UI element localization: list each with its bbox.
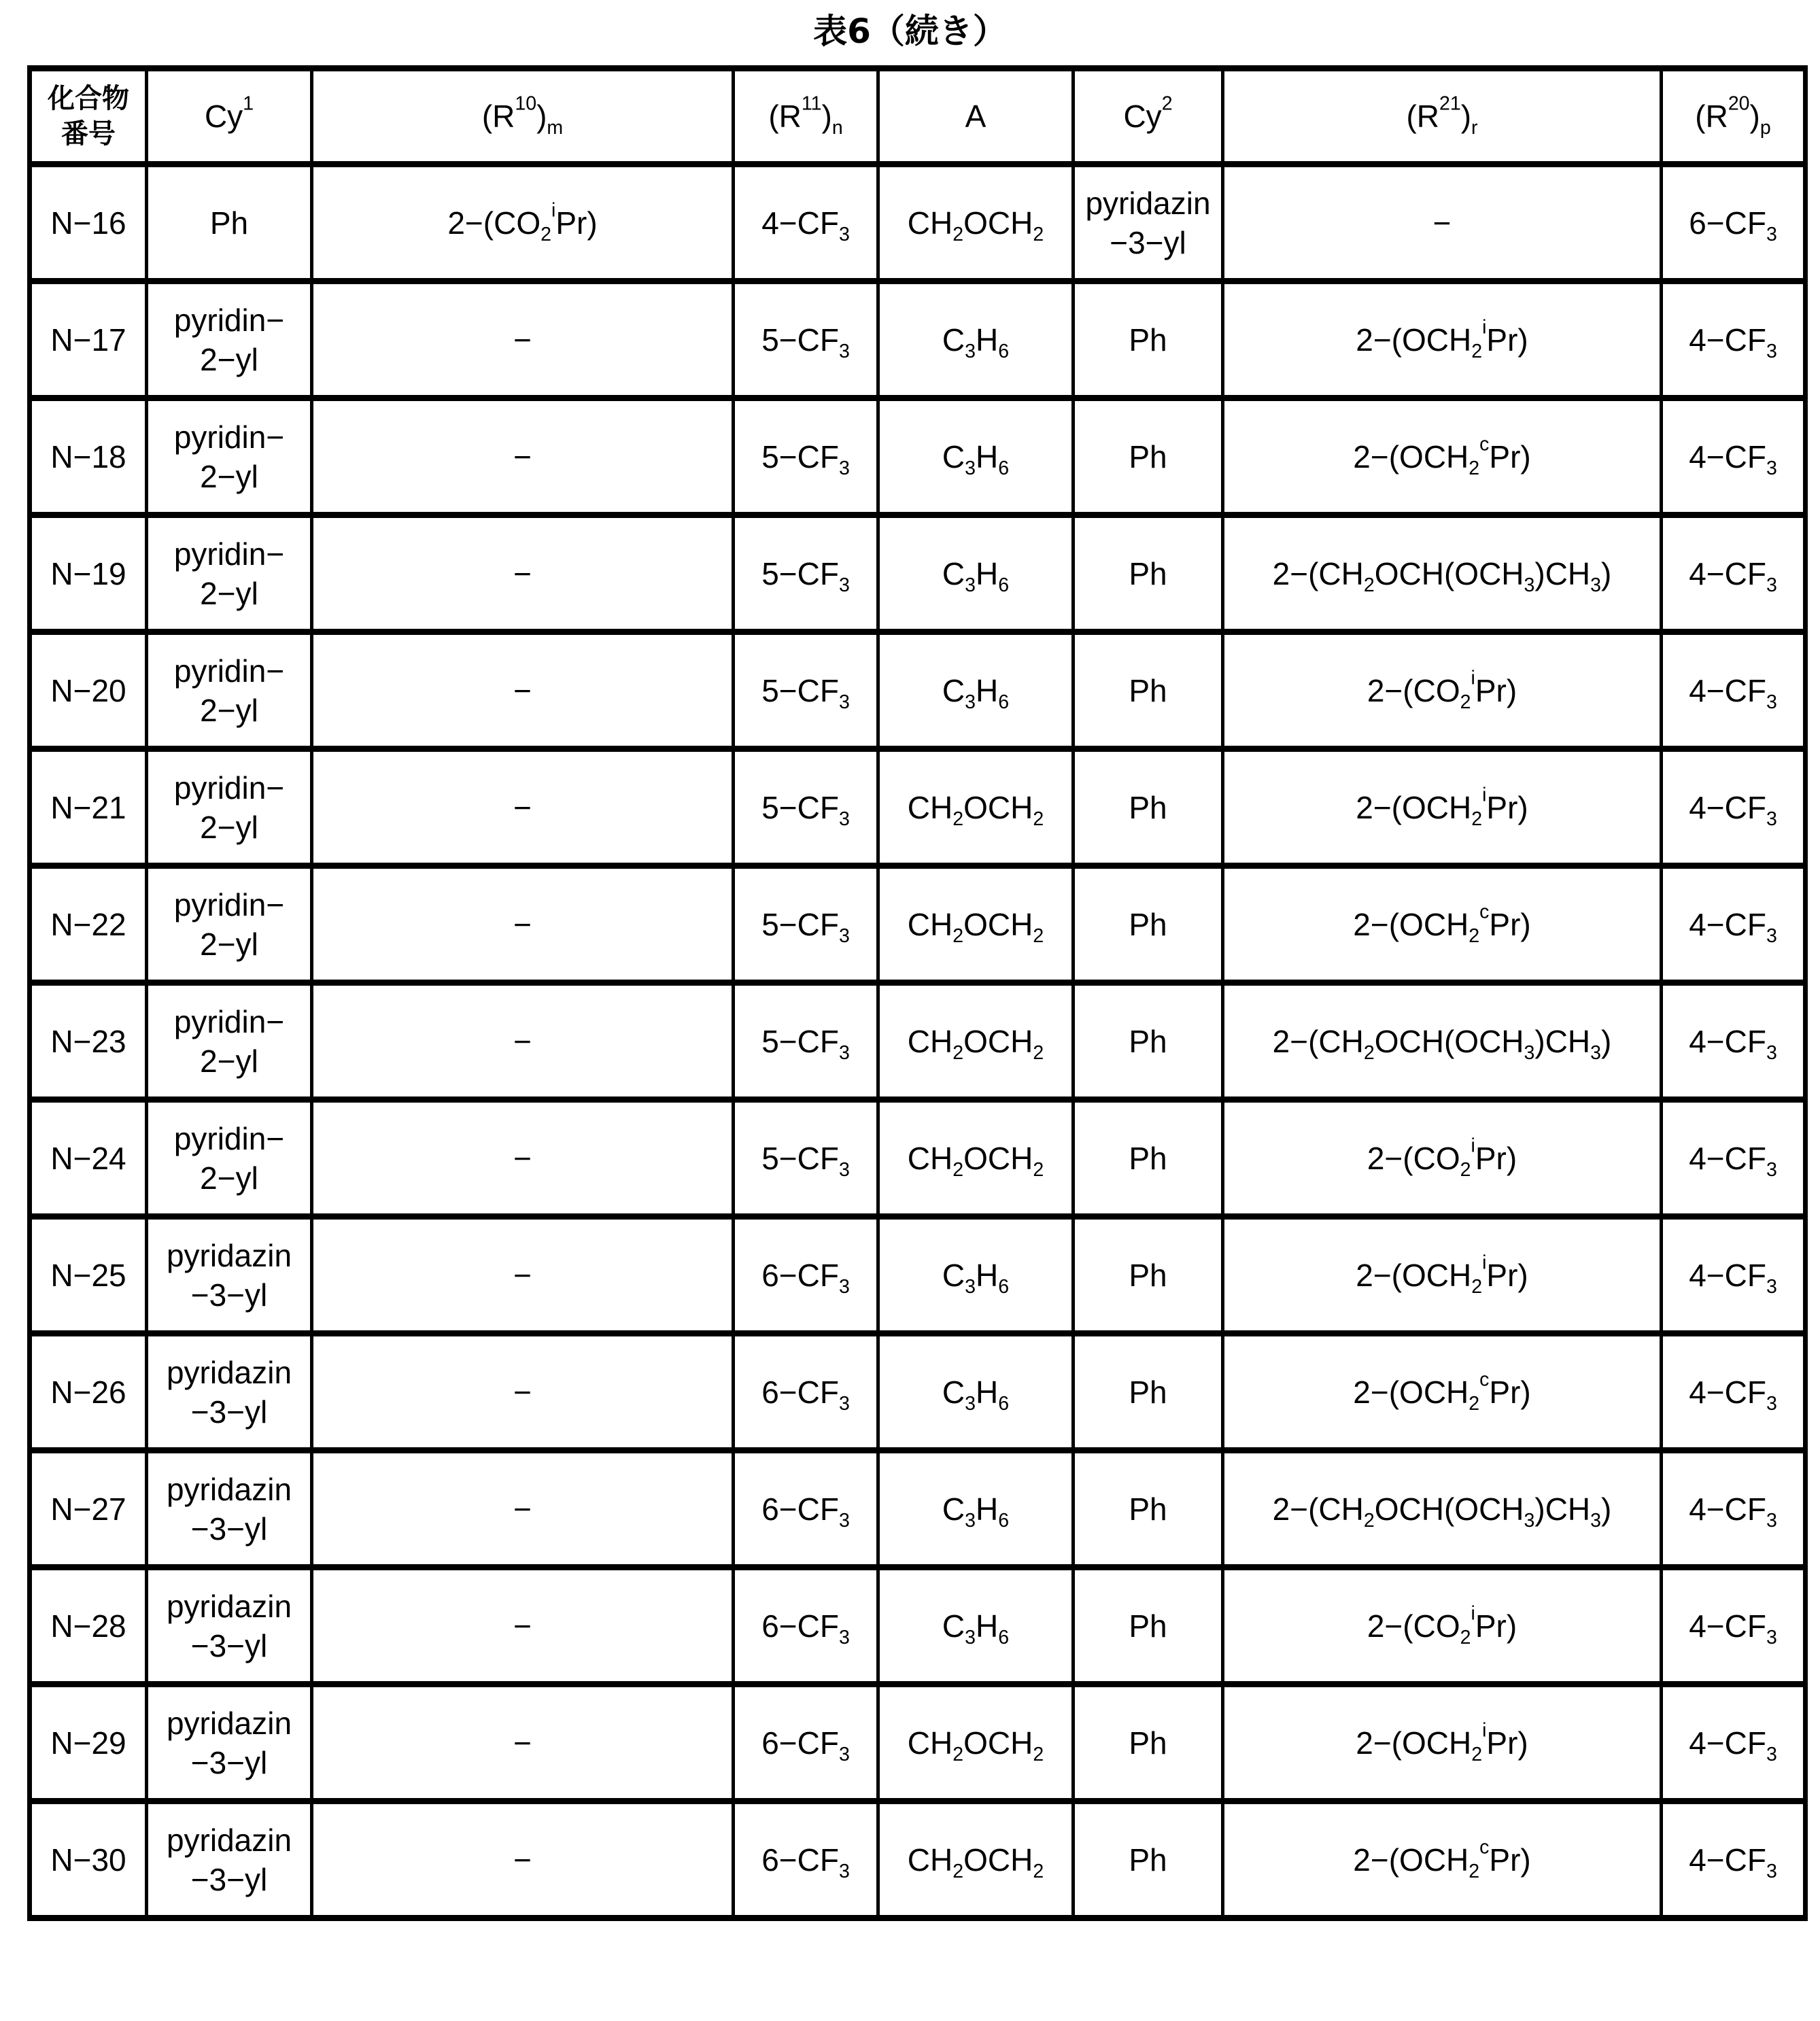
cell-a: $C_3H_6$ bbox=[878, 1451, 1074, 1568]
cell-compound: N−18 bbox=[30, 398, 147, 515]
cell-r21r: $2-(OCH_2^iPr)$ bbox=[1223, 281, 1662, 398]
cell-r11n: $5-CF_3$ bbox=[734, 866, 878, 983]
cell-r21r: $2-(OCH_2^iPr)$ bbox=[1223, 1217, 1662, 1334]
cell-r11n: $4-CF_3$ bbox=[734, 165, 878, 281]
cell-cy1: pyridin− 2−yl bbox=[147, 281, 312, 398]
cell-r10m: − bbox=[312, 1100, 734, 1217]
table-row bbox=[30, 1334, 1806, 1451]
table-row bbox=[30, 1685, 1806, 1801]
cell-cy1: pyridin− 2−yl bbox=[147, 983, 312, 1100]
cell-r10m: $2-(CO_2^iPr)$ bbox=[312, 165, 734, 281]
cell-cy1: pyridazin −3−yl bbox=[147, 1801, 312, 1918]
cell-cy1: pyridin− 2−yl bbox=[147, 1100, 312, 1217]
cell-cy1: pyridazin −3−yl bbox=[147, 1334, 312, 1451]
cell-cy2: pyridazin −3−yl bbox=[1074, 165, 1223, 281]
cell-r11n: $5-CF_3$ bbox=[734, 515, 878, 632]
cell-compound: N−17 bbox=[30, 281, 147, 398]
cell-cy2: Ph bbox=[1074, 1100, 1223, 1217]
column-header-cy2: Cy$^2$ bbox=[1074, 69, 1223, 165]
cell-a: $C_3H_6$ bbox=[878, 1568, 1074, 1685]
column-header-r11n: $(R^{11})_n$ bbox=[734, 69, 878, 165]
cell-r10m: − bbox=[312, 1685, 734, 1801]
cell-r20p: $4-CF_3$ bbox=[1662, 1217, 1806, 1334]
table-row bbox=[30, 866, 1806, 983]
cell-cy1: pyridazin −3−yl bbox=[147, 1568, 312, 1685]
cell-cy2: Ph bbox=[1074, 749, 1223, 866]
table-row bbox=[30, 632, 1806, 749]
cell-a: $CH_2OCH_2$ bbox=[878, 866, 1074, 983]
cell-cy2: Ph bbox=[1074, 1334, 1223, 1451]
cell-r20p: $4-CF_3$ bbox=[1662, 1685, 1806, 1801]
cell-r11n: $5-CF_3$ bbox=[734, 281, 878, 398]
cell-a: $C_3H_6$ bbox=[878, 1217, 1074, 1334]
cell-r20p: $4-CF_3$ bbox=[1662, 1801, 1806, 1918]
cell-r20p: $4-CF_3$ bbox=[1662, 749, 1806, 866]
cell-cy2: Ph bbox=[1074, 983, 1223, 1100]
cell-r11n: $5-CF_3$ bbox=[734, 632, 878, 749]
cell-r11n: $5-CF_3$ bbox=[734, 1100, 878, 1217]
cell-r10m: − bbox=[312, 632, 734, 749]
cell-cy2: Ph bbox=[1074, 515, 1223, 632]
cell-r21r: $2-(OCH_2^cPr)$ bbox=[1223, 866, 1662, 983]
cell-r21r: $2-(OCH_2^cPr)$ bbox=[1223, 1801, 1662, 1918]
cell-a: $CH_2OCH_2$ bbox=[878, 1100, 1074, 1217]
cell-cy2: Ph bbox=[1074, 398, 1223, 515]
cell-compound: N−21 bbox=[30, 749, 147, 866]
cell-r10m: − bbox=[312, 1217, 734, 1334]
cell-r21r: $2-(CO_2^iPr)$ bbox=[1223, 1100, 1662, 1217]
column-header-compound_no: 化合物 番号 bbox=[30, 69, 147, 165]
cell-r10m: − bbox=[312, 398, 734, 515]
column-header-r21r: $(R^{21})_r$ bbox=[1223, 69, 1662, 165]
cell-a: $C_3H_6$ bbox=[878, 281, 1074, 398]
cell-cy2: Ph bbox=[1074, 632, 1223, 749]
cell-cy2: Ph bbox=[1074, 281, 1223, 398]
cell-compound: N−20 bbox=[30, 632, 147, 749]
cell-cy1: pyridazin −3−yl bbox=[147, 1217, 312, 1334]
cell-r20p: $4-CF_3$ bbox=[1662, 866, 1806, 983]
cell-r11n: $6-CF_3$ bbox=[734, 1451, 878, 1568]
table-header bbox=[30, 69, 1806, 165]
cell-r20p: $4-CF_3$ bbox=[1662, 281, 1806, 398]
cell-compound: N−16 bbox=[30, 165, 147, 281]
cell-a: $CH_2OCH_2$ bbox=[878, 983, 1074, 1100]
cell-r10m: − bbox=[312, 281, 734, 398]
cell-r21r: $2-(OCH_2^iPr)$ bbox=[1223, 749, 1662, 866]
cell-cy2: Ph bbox=[1074, 1217, 1223, 1334]
cell-cy1: pyridin− 2−yl bbox=[147, 866, 312, 983]
table-row bbox=[30, 1451, 1806, 1568]
cell-r20p: $4-CF_3$ bbox=[1662, 1334, 1806, 1451]
table-row bbox=[30, 1100, 1806, 1217]
cell-r20p: $6-CF_3$ bbox=[1662, 165, 1806, 281]
cell-r21r: $2-(OCH_2^cPr)$ bbox=[1223, 1334, 1662, 1451]
cell-r21r: $2-(CO_2^iPr)$ bbox=[1223, 632, 1662, 749]
column-header-r20p: $(R^{20})_p$ bbox=[1662, 69, 1806, 165]
cell-cy2: Ph bbox=[1074, 1685, 1223, 1801]
cell-r10m: − bbox=[312, 1568, 734, 1685]
cell-r11n: $6-CF_3$ bbox=[734, 1801, 878, 1918]
cell-cy1: pyridazin −3−yl bbox=[147, 1685, 312, 1801]
cell-a: $C_3H_6$ bbox=[878, 515, 1074, 632]
cell-r20p: $4-CF_3$ bbox=[1662, 1568, 1806, 1685]
cell-a: $C_3H_6$ bbox=[878, 1334, 1074, 1451]
table-row bbox=[30, 749, 1806, 866]
table-row bbox=[30, 165, 1806, 281]
cell-r10m: − bbox=[312, 1451, 734, 1568]
table-title: 表6（続き） bbox=[813, 12, 1007, 51]
cell-r10m: − bbox=[312, 1801, 734, 1918]
cell-a: $CH_2OCH_2$ bbox=[878, 1685, 1074, 1801]
cell-r21r: $2-(CO_2^iPr)$ bbox=[1223, 1568, 1662, 1685]
cell-r11n: $6-CF_3$ bbox=[734, 1685, 878, 1801]
cell-r10m: − bbox=[312, 866, 734, 983]
cell-cy2: Ph bbox=[1074, 1801, 1223, 1918]
cell-compound: N−19 bbox=[30, 515, 147, 632]
cell-cy1: Ph bbox=[147, 165, 312, 281]
cell-a: $CH_2OCH_2$ bbox=[878, 1801, 1074, 1918]
table-row bbox=[30, 983, 1806, 1100]
cell-r20p: $4-CF_3$ bbox=[1662, 1451, 1806, 1568]
cell-compound: N−23 bbox=[30, 983, 147, 1100]
cell-cy2: Ph bbox=[1074, 1451, 1223, 1568]
cell-cy1: pyridin− 2−yl bbox=[147, 632, 312, 749]
column-header-cy1: Cy$^1$ bbox=[147, 69, 312, 165]
cell-a: $C_3H_6$ bbox=[878, 632, 1074, 749]
cell-r20p: $4-CF_3$ bbox=[1662, 983, 1806, 1100]
table-row bbox=[30, 281, 1806, 398]
cell-r21r: − bbox=[1223, 165, 1662, 281]
cell-r11n: $6-CF_3$ bbox=[734, 1334, 878, 1451]
cell-cy1: pyridin− 2−yl bbox=[147, 749, 312, 866]
cell-compound: N−22 bbox=[30, 866, 147, 983]
cell-r20p: $4-CF_3$ bbox=[1662, 632, 1806, 749]
cell-r11n: $5-CF_3$ bbox=[734, 983, 878, 1100]
cell-cy1: pyridin− 2−yl bbox=[147, 398, 312, 515]
cell-compound: N−27 bbox=[30, 1451, 147, 1568]
cell-r21r: $2-(OCH_2^cPr)$ bbox=[1223, 398, 1662, 515]
cell-a: $CH_2OCH_2$ bbox=[878, 165, 1074, 281]
cell-r11n: $6-CF_3$ bbox=[734, 1568, 878, 1685]
cell-compound: N−26 bbox=[30, 1334, 147, 1451]
header-row bbox=[30, 69, 1806, 165]
cell-r11n: $5-CF_3$ bbox=[734, 398, 878, 515]
cell-cy1: pyridin− 2−yl bbox=[147, 515, 312, 632]
cell-r21r: $2-(CH_2OCH(OCH_3)CH_3)$ bbox=[1223, 983, 1662, 1100]
table-row bbox=[30, 1217, 1806, 1334]
cell-r21r: $2-(CH_2OCH(OCH_3)CH_3)$ bbox=[1223, 515, 1662, 632]
column-header-r10m: $(R^{10})_m$ bbox=[312, 69, 734, 165]
cell-compound: N−24 bbox=[30, 1100, 147, 1217]
cell-compound: N−28 bbox=[30, 1568, 147, 1685]
table-row bbox=[30, 1568, 1806, 1685]
table-body bbox=[30, 165, 1806, 1918]
cell-r21r: $2-(OCH_2^iPr)$ bbox=[1223, 1685, 1662, 1801]
cell-r11n: $5-CF_3$ bbox=[734, 749, 878, 866]
column-header-a: A bbox=[878, 69, 1074, 165]
cell-a: $C_3H_6$ bbox=[878, 398, 1074, 515]
table-row bbox=[30, 1801, 1806, 1918]
cell-r10m: − bbox=[312, 749, 734, 866]
cell-compound: N−25 bbox=[30, 1217, 147, 1334]
cell-r10m: − bbox=[312, 515, 734, 632]
cell-r10m: − bbox=[312, 1334, 734, 1451]
cell-compound: N−29 bbox=[30, 1685, 147, 1801]
cell-r10m: − bbox=[312, 983, 734, 1100]
cell-r11n: $6-CF_3$ bbox=[734, 1217, 878, 1334]
cell-r20p: $4-CF_3$ bbox=[1662, 1100, 1806, 1217]
compound-table bbox=[27, 65, 1808, 1921]
cell-compound: N−30 bbox=[30, 1801, 147, 1918]
cell-r20p: $4-CF_3$ bbox=[1662, 398, 1806, 515]
cell-r20p: $4-CF_3$ bbox=[1662, 515, 1806, 632]
cell-r21r: $2-(CH_2OCH(OCH_3)CH_3)$ bbox=[1223, 1451, 1662, 1568]
cell-cy1: pyridazin −3−yl bbox=[147, 1451, 312, 1568]
table-row bbox=[30, 515, 1806, 632]
cell-a: $CH_2OCH_2$ bbox=[878, 749, 1074, 866]
cell-cy2: Ph bbox=[1074, 866, 1223, 983]
cell-cy2: Ph bbox=[1074, 1568, 1223, 1685]
table-row bbox=[30, 398, 1806, 515]
